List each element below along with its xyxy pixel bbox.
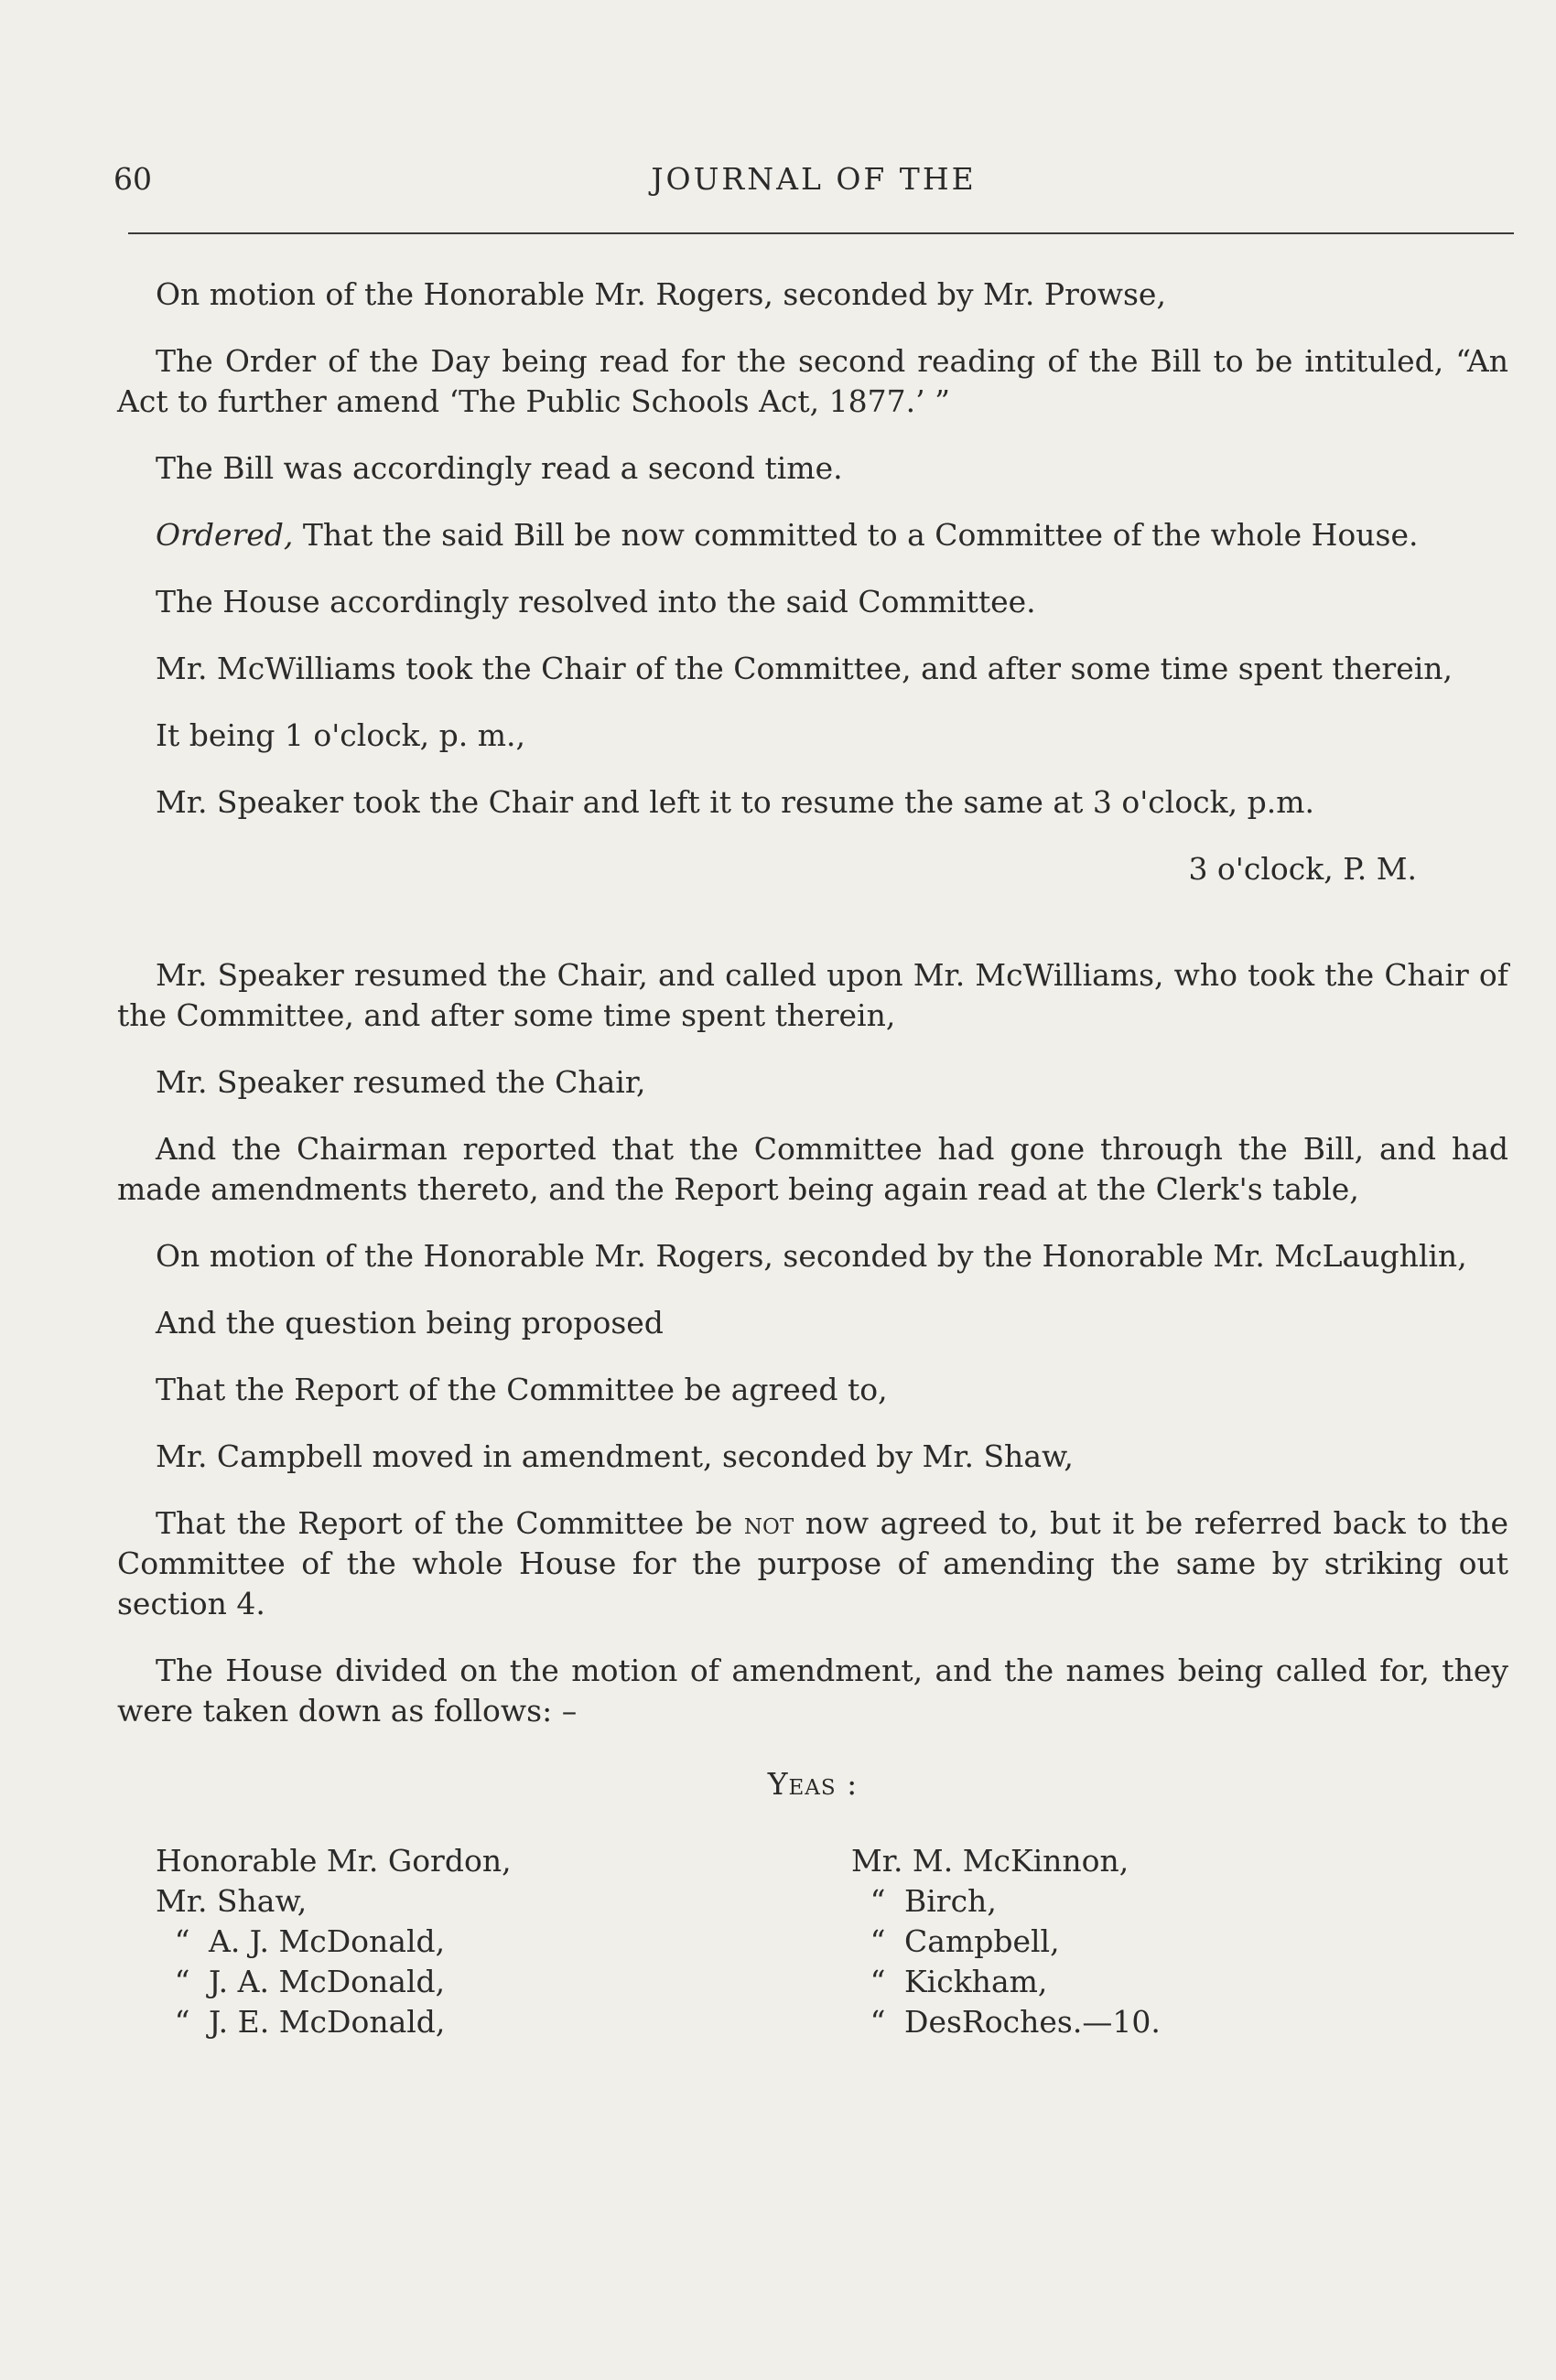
running-title: JOURNAL OF THE bbox=[651, 161, 977, 197]
page-header bbox=[113, 161, 1514, 209]
paragraph: Mr. Speaker resumed the Chair, bbox=[156, 1064, 646, 1100]
member-name: A. J. McDonald, bbox=[209, 1923, 446, 1959]
paragraph: It being 1 o'clock, p. m., bbox=[156, 717, 526, 753]
journal-body bbox=[117, 275, 1508, 2042]
paragraph-text: That the said Bill be now committed to a Committee of the whole House. bbox=[302, 517, 1419, 553]
list-item bbox=[851, 2002, 1492, 2042]
paragraph: And the question being proposed bbox=[156, 1305, 664, 1341]
list-item bbox=[156, 1841, 851, 1881]
paragraph: Mr. Speaker resumed the Chair, and called upon Mr. McWilliams, who took the Chair of the Committee, and after some time spent therein, bbox=[117, 957, 1508, 1033]
ditto-mark: “ bbox=[870, 1964, 886, 1999]
paragraph: Mr. McWilliams took the Chair of the Committee, and after some time spent therein, bbox=[156, 651, 1453, 686]
list-item bbox=[851, 1881, 1492, 1922]
yeas-heading: Yeas : bbox=[767, 1766, 859, 1802]
ditto-mark: “ bbox=[870, 1923, 886, 1959]
yeas-column-right bbox=[851, 1841, 1492, 2042]
member-name: Mr. M. McKinnon, bbox=[851, 1843, 1129, 1879]
amendment-paragraph bbox=[117, 1503, 1508, 1624]
header-rule bbox=[128, 232, 1514, 234]
time-heading: 3 o'clock, P. M. bbox=[1188, 851, 1417, 887]
ordered-label: Ordered, bbox=[156, 517, 294, 553]
list-item bbox=[156, 2002, 851, 2042]
paragraph: On motion of the Honorable Mr. Rogers, seconded by the Honorable Mr. McLaughlin, bbox=[156, 1238, 1467, 1274]
paragraph: On motion of the Honorable Mr. Rogers, seconded by Mr. Prowse, bbox=[156, 276, 1166, 312]
ditto-mark: “ bbox=[870, 2004, 886, 2040]
paragraph-text: now agreed to, but it be referred back to the Committee of the whole House for the purpose of amending the same by striking out section 4. bbox=[117, 1505, 1509, 1621]
yeas-list bbox=[156, 1841, 1508, 2042]
ditto-mark: “ bbox=[870, 1883, 886, 1919]
paragraph: The Order of the Day being read for the second reading of the Bill to be intituled, “An Act to further amend ‘The Public Schools Act, 1877.’ ” bbox=[117, 343, 1508, 419]
list-item bbox=[156, 1881, 851, 1922]
member-name: Campbell, bbox=[904, 1923, 1060, 1959]
ditto-mark: “ bbox=[174, 2004, 190, 2040]
member-name: J. E. McDonald, bbox=[209, 2004, 446, 2040]
page-number: 60 bbox=[113, 161, 152, 197]
ditto-mark: “ bbox=[174, 1923, 190, 1959]
list-item bbox=[851, 1922, 1492, 1962]
paragraph: The House divided on the motion of amendment, and the names being called for, they were taken down as follows: – bbox=[117, 1653, 1508, 1728]
not-emphasis: not bbox=[743, 1505, 794, 1541]
list-item bbox=[851, 1841, 1492, 1881]
list-item bbox=[156, 1922, 851, 1962]
member-name: Birch, bbox=[904, 1883, 997, 1919]
paragraph-text: That the Report of the Committee be bbox=[156, 1505, 733, 1541]
member-name: Kickham, bbox=[904, 1964, 1048, 1999]
member-name: J. A. McDonald, bbox=[209, 1964, 446, 1999]
paragraph: That the Report of the Committee be agreed to, bbox=[156, 1372, 888, 1407]
member-name: DesRoches.—10. bbox=[904, 2004, 1161, 2040]
member-name: Mr. Shaw, bbox=[156, 1883, 308, 1919]
list-item bbox=[156, 1962, 851, 2002]
yeas-column-left bbox=[156, 1841, 851, 2042]
paragraph: Mr. Speaker took the Chair and left it to resume the same at 3 o'clock, p.m. bbox=[156, 784, 1315, 820]
paragraph: The Bill was accordingly read a second time. bbox=[156, 450, 843, 486]
paragraph: And the Chairman reported that the Committee had gone through the Bill, and had made amendments thereto, and the Report being again read at the Clerk's table, bbox=[117, 1131, 1508, 1207]
ditto-mark: “ bbox=[174, 1964, 190, 1999]
paragraph: The House accordingly resolved into the said Committee. bbox=[156, 584, 1036, 619]
member-name: Honorable Mr. Gordon, bbox=[156, 1843, 512, 1879]
ordered-paragraph bbox=[117, 515, 1508, 555]
paragraph: Mr. Campbell moved in amendment, seconded by Mr. Shaw, bbox=[156, 1438, 1074, 1474]
list-item bbox=[851, 1962, 1492, 2002]
